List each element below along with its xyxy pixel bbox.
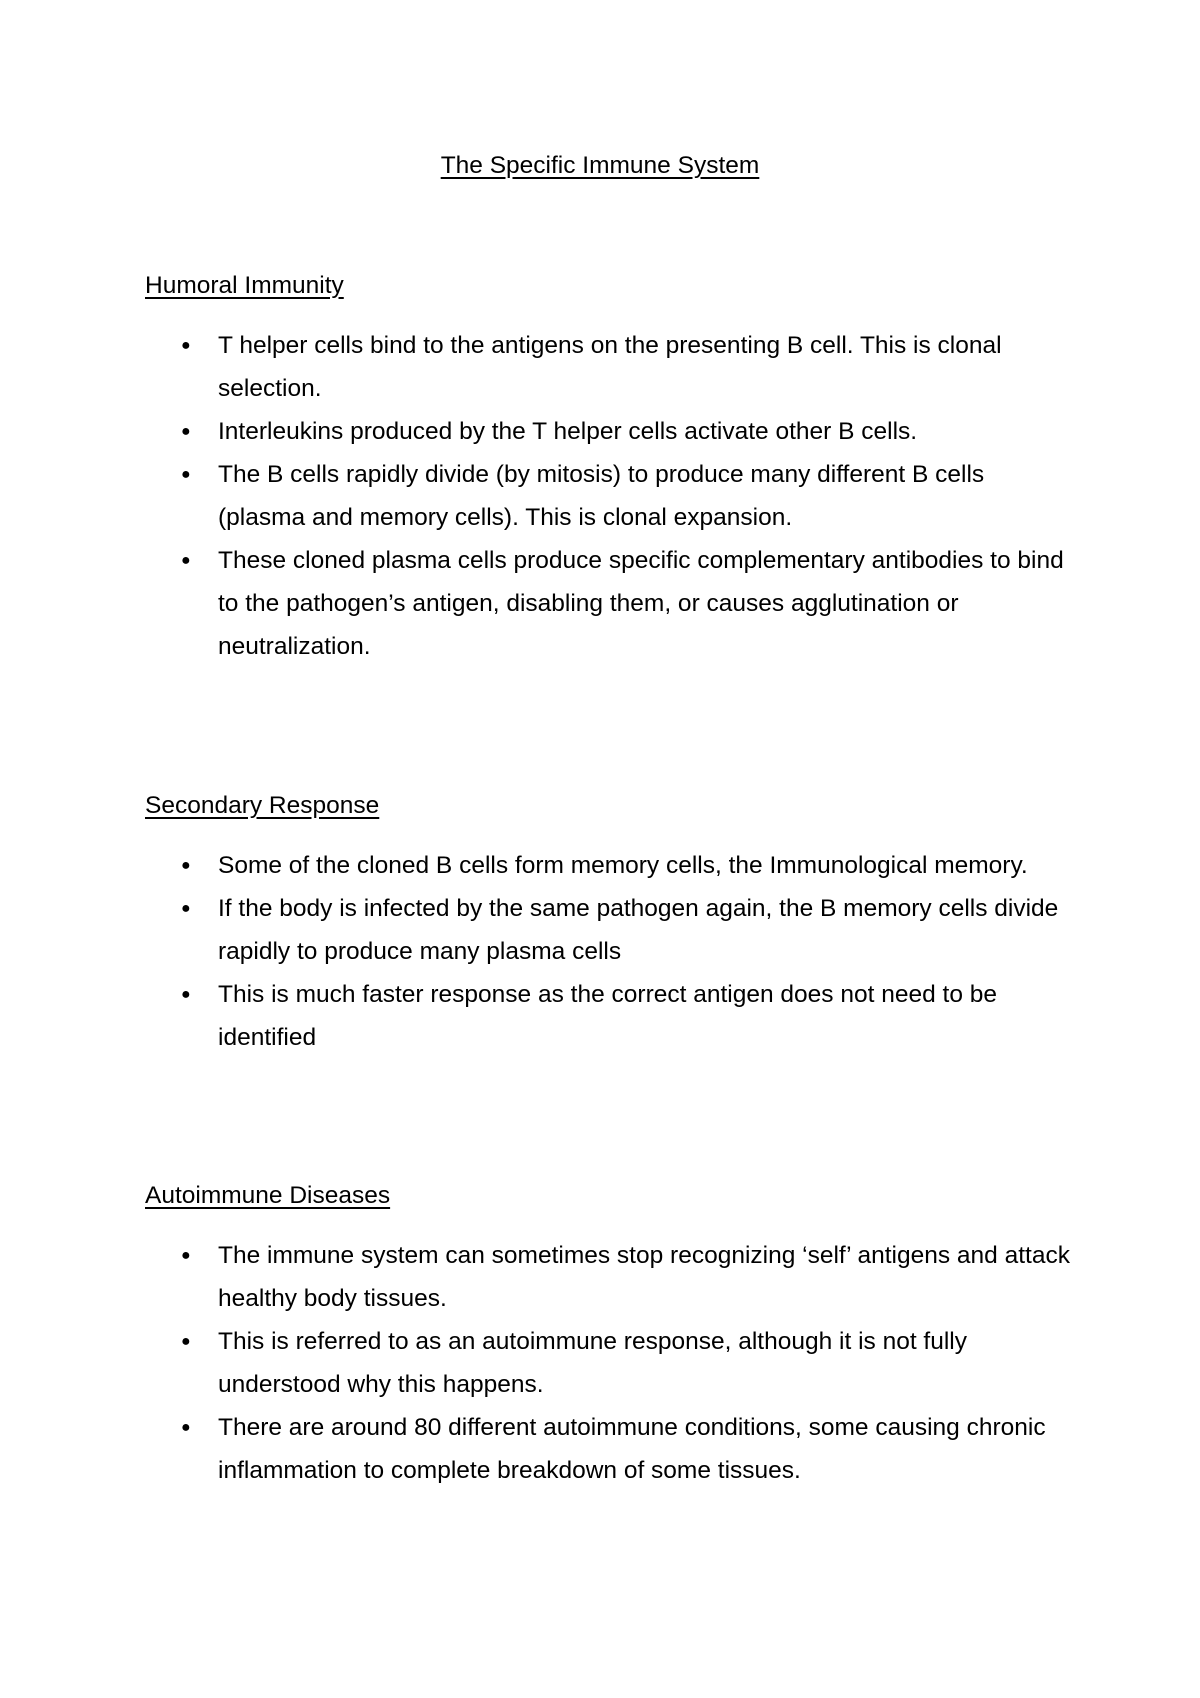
list-item-text: Some of the cloned B cells form memory cells, the Immunological memory. (218, 852, 1028, 879)
bullet-icon: ● (181, 857, 191, 874)
section-secondary-response (145, 790, 1075, 1059)
section-heading: Humoral Immunity (145, 272, 344, 299)
bullet-icon: ● (181, 337, 191, 354)
bullet-icon: ● (181, 423, 191, 440)
section-autoimmune-diseases (145, 1180, 1075, 1492)
section-heading: Autoimmune Diseases (145, 1182, 391, 1209)
section-heading: Secondary Response (145, 792, 380, 819)
list-item-text: These cloned plasma cells produce specific complementary antibodies to bind to the pathogen’s antigen, disabling them, or causes agglutination or neutralization. (218, 547, 1064, 660)
list-item (145, 1234, 1073, 1320)
section-humoral-immunity (145, 270, 1075, 668)
list-item-text: There are around 80 different autoimmune conditions, some causing chronic inflammation to complete breakdown of some tissues. (218, 1414, 1046, 1484)
list-item-text: This is much faster response as the correct antigen does not need to be identified (218, 981, 997, 1051)
list-item (145, 539, 1073, 668)
list-item (145, 844, 1073, 887)
bullet-icon: ● (181, 552, 191, 569)
bullet-icon: ● (181, 1247, 191, 1264)
list-item (145, 324, 1073, 410)
bullet-list (145, 324, 1075, 668)
bullet-icon: ● (181, 900, 191, 917)
list-item-text: Interleukins produced by the T helper cells activate other B cells. (218, 418, 918, 445)
bullet-icon: ● (181, 1333, 191, 1350)
list-item (145, 410, 1073, 453)
list-item (145, 1320, 1073, 1406)
list-item-text: The immune system can sometimes stop recognizing ‘self’ antigens and attack healthy body tissues. (218, 1242, 1070, 1312)
list-item-text: If the body is infected by the same pathogen again, the B memory cells divide rapidly to produce many plasma cells (218, 895, 1059, 965)
bullet-icon: ● (181, 986, 191, 1003)
list-item (145, 887, 1073, 973)
bullet-icon: ● (181, 1419, 191, 1436)
bullet-list (145, 844, 1075, 1059)
bullet-icon: ● (181, 466, 191, 483)
list-item-text: This is referred to as an autoimmune response, although it is not fully understood why this happens. (218, 1328, 967, 1398)
list-item (145, 1406, 1073, 1492)
document-title: The Specific Immune System (440, 152, 760, 179)
list-item-text: The B cells rapidly divide (by mitosis) to produce many different B cells (plasma and memory cells). This is clonal expansion. (218, 461, 985, 531)
list-item-text: T helper cells bind to the antigens on the presenting B cell. This is clonal selection. (218, 332, 1002, 402)
list-item (145, 453, 1073, 539)
bullet-list (145, 1234, 1075, 1492)
list-item (145, 973, 1073, 1059)
